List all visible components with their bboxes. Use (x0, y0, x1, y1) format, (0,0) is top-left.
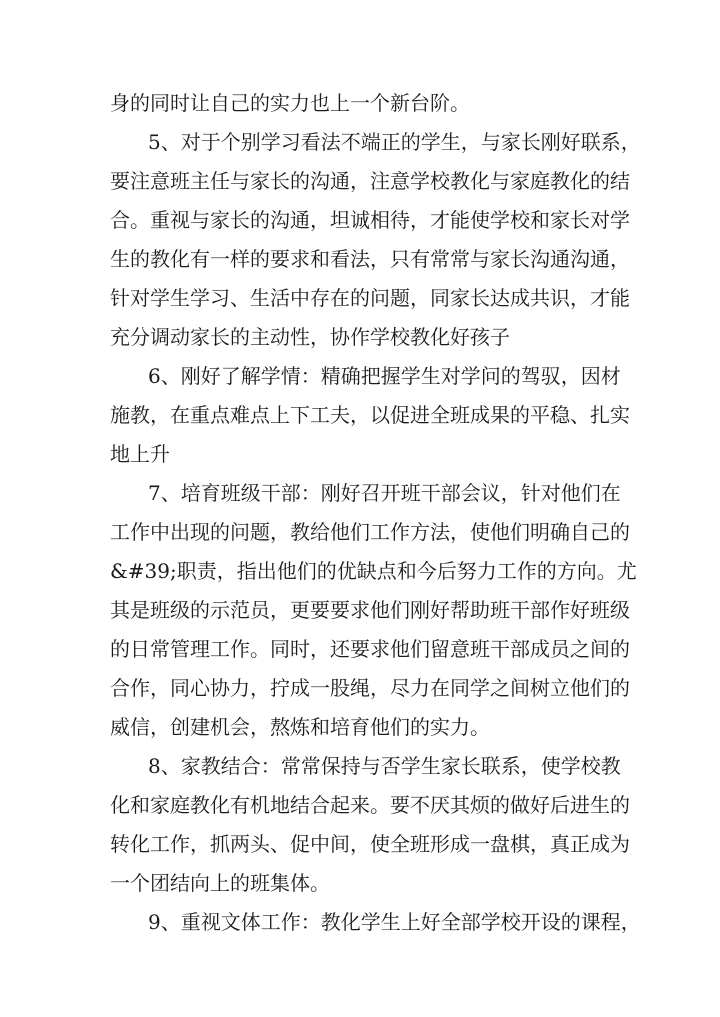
paragraph-6-start: 6、刚好了解学情：精确把握学生对学问的驾驭，因材 (148, 364, 621, 388)
paragraph-8-start: 8、家教结合：常常保持与否学生家长联系，使学校教 (148, 754, 621, 778)
text-line: 合。重视与家长的沟通，坦诚相待，才能使学校和家长对学 (110, 208, 630, 232)
text-line: 化和家庭教化有机地结合起来。要不厌其烦的做好后进生的 (110, 793, 630, 817)
text-line: 身的同时让自己的实力也上一个新台阶。 (110, 91, 470, 115)
text-line: 充分调动家长的主动性，协作学校教化好孩子 (110, 325, 510, 349)
text-line: 针对学生学习、生活中存在的问题，同家长达成共识，才能 (110, 286, 630, 310)
paragraph-9-start: 9、重视文体工作：教化学生上好全部学校开设的课程， (148, 910, 641, 934)
text-line: 工作中出现的问题，教给他们工作方法，使他们明确自己的 (110, 520, 630, 544)
text-line: 施教，在重点难点上下工夫，以促进全班成果的平稳、扎实 (110, 403, 630, 427)
text-line: 一个团结向上的班集体。 (110, 871, 330, 895)
text-line: 转化工作，抓两头、促中间，使全班形成一盘棋，真正成为 (110, 832, 630, 856)
text-line: 地上升 (110, 442, 170, 466)
text-line: 其是班级的示范员，更要要求他们刚好帮助班干部作好班级 (110, 598, 630, 622)
paragraph-7-start: 7、培育班级干部：刚好召开班干部会议，针对他们在 (148, 481, 621, 505)
text-line: 威信，创建机会，熬炼和培育他们的实力。 (110, 715, 490, 739)
text-line: 要注意班主任与家长的沟通，注意学校教化与家庭教化的结 (110, 169, 630, 193)
text-line: &#39;职责，指出他们的优缺点和今后努力工作的方向。尤 (110, 559, 637, 583)
text-line: 的日常管理工作。同时，还要求他们留意班干部成员之间的 (110, 637, 630, 661)
paragraph-5-start: 5、对于个别学习看法不端正的学生，与家长刚好联系， (148, 130, 641, 154)
text-line: 合作，同心协力，拧成一股绳，尽力在同学之间树立他们的 (110, 676, 630, 700)
text-line: 生的教化有一样的要求和看法，只有常常与家长沟通沟通， (110, 247, 630, 271)
